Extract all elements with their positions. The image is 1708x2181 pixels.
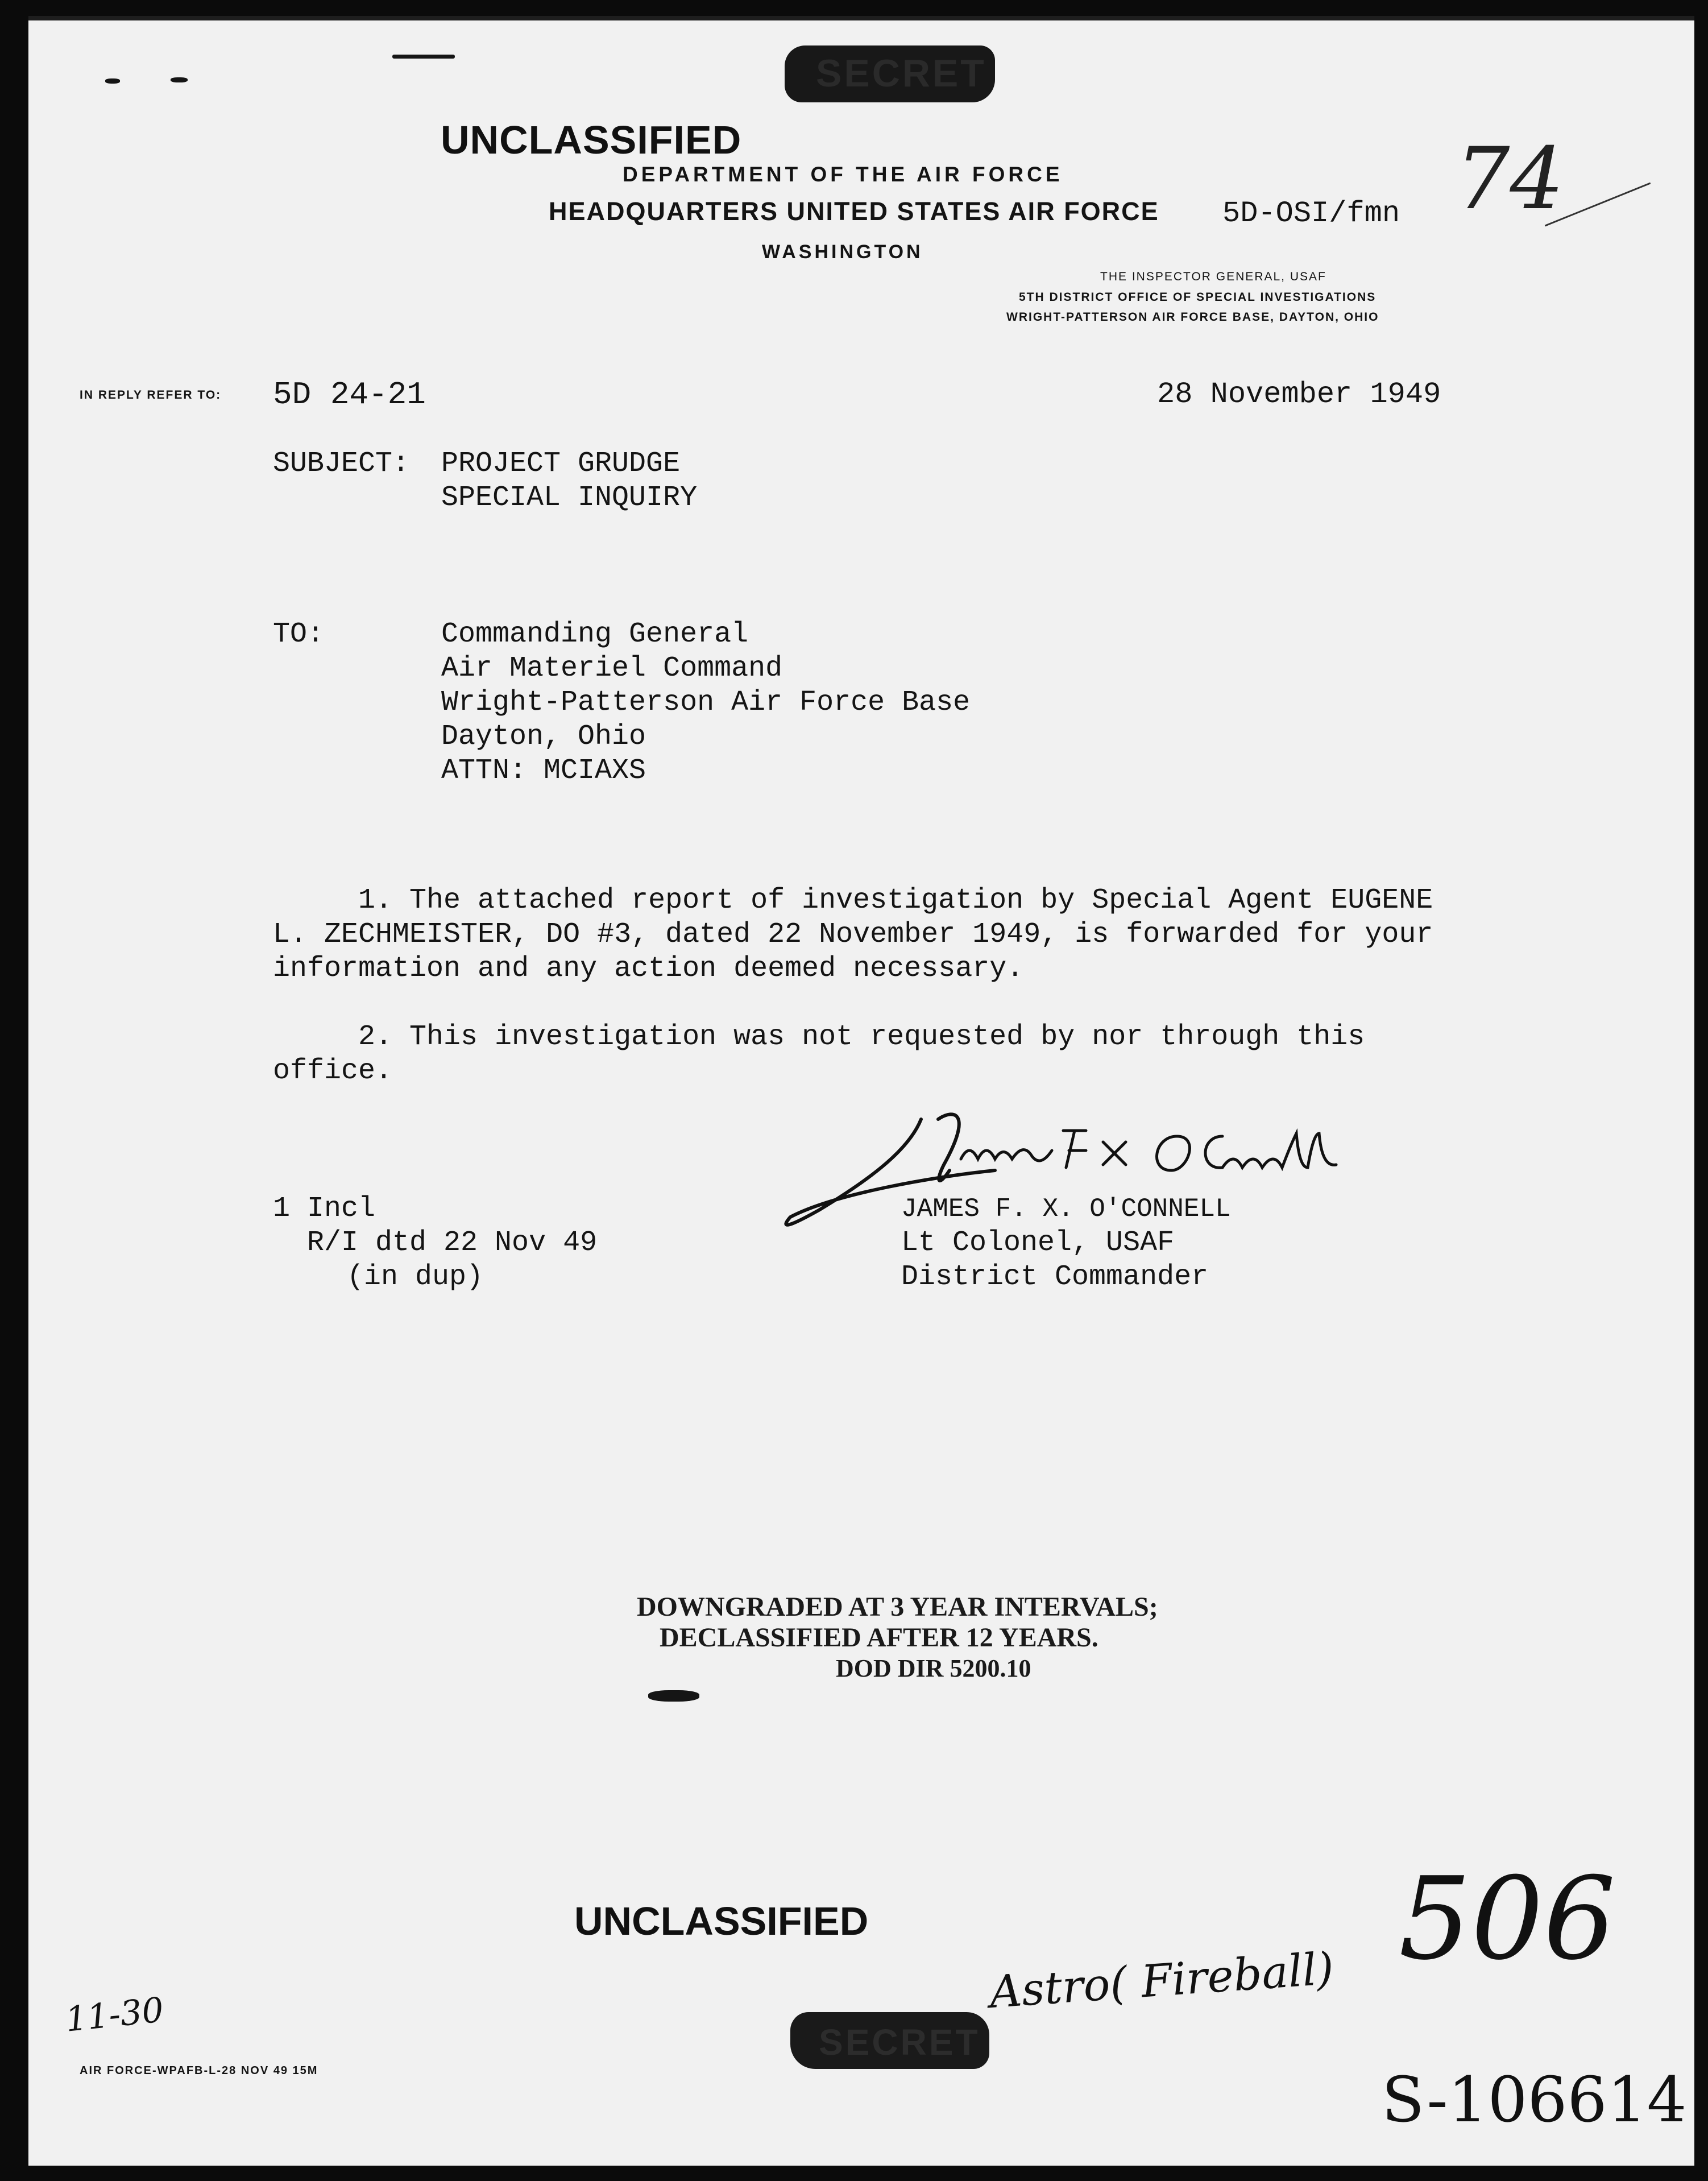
- subject-line-1: PROJECT GRUDGE: [441, 448, 681, 480]
- downgrade-line-2: DECLASSIFIED AFTER 12 YEARS.: [660, 1623, 1098, 1653]
- ink-mark: [105, 78, 120, 84]
- handwritten-number: 506: [1399, 1853, 1616, 1985]
- handwritten-note: Astro( Fireball): [988, 1943, 1336, 2019]
- office-line-3: WRIGHT-PATTERSON AIR FORCE BASE, DAYTON, OHIO: [1006, 311, 1379, 324]
- signer-title: District Commander: [901, 1261, 1209, 1293]
- enclosure-line-1: 1 Incl: [273, 1193, 376, 1225]
- reply-reference-label: IN REPLY REFER TO:: [80, 388, 222, 402]
- form-number: AIR FORCE-WPAFB-L-28 NOV 49 15M: [80, 2064, 318, 2077]
- file-number: S-106614: [1382, 2063, 1687, 2136]
- addressee-line-5: ATTN: MCIAXS: [441, 755, 646, 787]
- addressee-line-2: Air Materiel Command: [441, 652, 783, 685]
- downgrade-line-1: DOWNGRADED AT 3 YEAR INTERVALS;: [637, 1592, 1158, 1622]
- downgrade-line-3: DOD DIR 5200.10: [836, 1654, 1031, 1682]
- secret-stamp-bottom-text: SECRET: [819, 2022, 980, 2063]
- unclassified-stamp-bottom: UNCLASSIFIED: [574, 1899, 869, 1943]
- ink-mark: [171, 77, 188, 82]
- department-name: DEPARTMENT OF THE AIR FORCE: [623, 163, 1063, 186]
- handwritten-date: 11-30: [63, 1990, 166, 2040]
- ink-smudge: [648, 1690, 699, 1702]
- document-page: [28, 16, 1694, 2166]
- signer-name: JAMES F. X. O'CONNELL: [901, 1194, 1231, 1224]
- office-code: 5D-OSI/fmn: [1222, 197, 1400, 230]
- headquarters-name: HEADQUARTERS UNITED STATES AIR FORCE: [549, 197, 1159, 226]
- paragraph-2: 2. This investigation was not requested by nor through this office.: [273, 1021, 1365, 1087]
- city-name: WASHINGTON: [762, 241, 923, 263]
- enclosure-line-2: R/I dtd 22 Nov 49: [307, 1227, 598, 1259]
- office-line-1: THE INSPECTOR GENERAL, USAF: [1100, 270, 1326, 283]
- to-label: TO:: [273, 618, 325, 651]
- subject-line-2: SPECIAL INQUIRY: [441, 482, 698, 514]
- office-line-2: 5TH DISTRICT OFFICE OF SPECIAL INVESTIGATIONS: [1019, 291, 1377, 304]
- ink-mark: [392, 55, 455, 59]
- document-date: 28 November 1949: [1157, 378, 1441, 411]
- secret-stamp-top-text: SECRET: [816, 52, 986, 95]
- enclosure-line-3: (in dup): [347, 1261, 484, 1293]
- unclassified-stamp-top: UNCLASSIFIED: [441, 118, 742, 162]
- addressee-line-3: Wright-Patterson Air Force Base: [441, 686, 971, 719]
- handwritten-top-number: 74: [1456, 130, 1564, 229]
- signer-rank: Lt Colonel, USAF: [901, 1227, 1175, 1259]
- addressee-line-1: Commanding General: [441, 618, 749, 651]
- paragraph-1: 1. The attached report of investigation by Special Agent EUGENE L. ZECHMEISTER, DO #3, dated 22 November 1949, is forwarded for your information and any action deemed necessary.: [273, 884, 1433, 985]
- reply-reference-value: 5D 24-21: [273, 376, 426, 413]
- subject-label: SUBJECT:: [273, 448, 410, 480]
- addressee-line-4: Dayton, Ohio: [441, 721, 646, 753]
